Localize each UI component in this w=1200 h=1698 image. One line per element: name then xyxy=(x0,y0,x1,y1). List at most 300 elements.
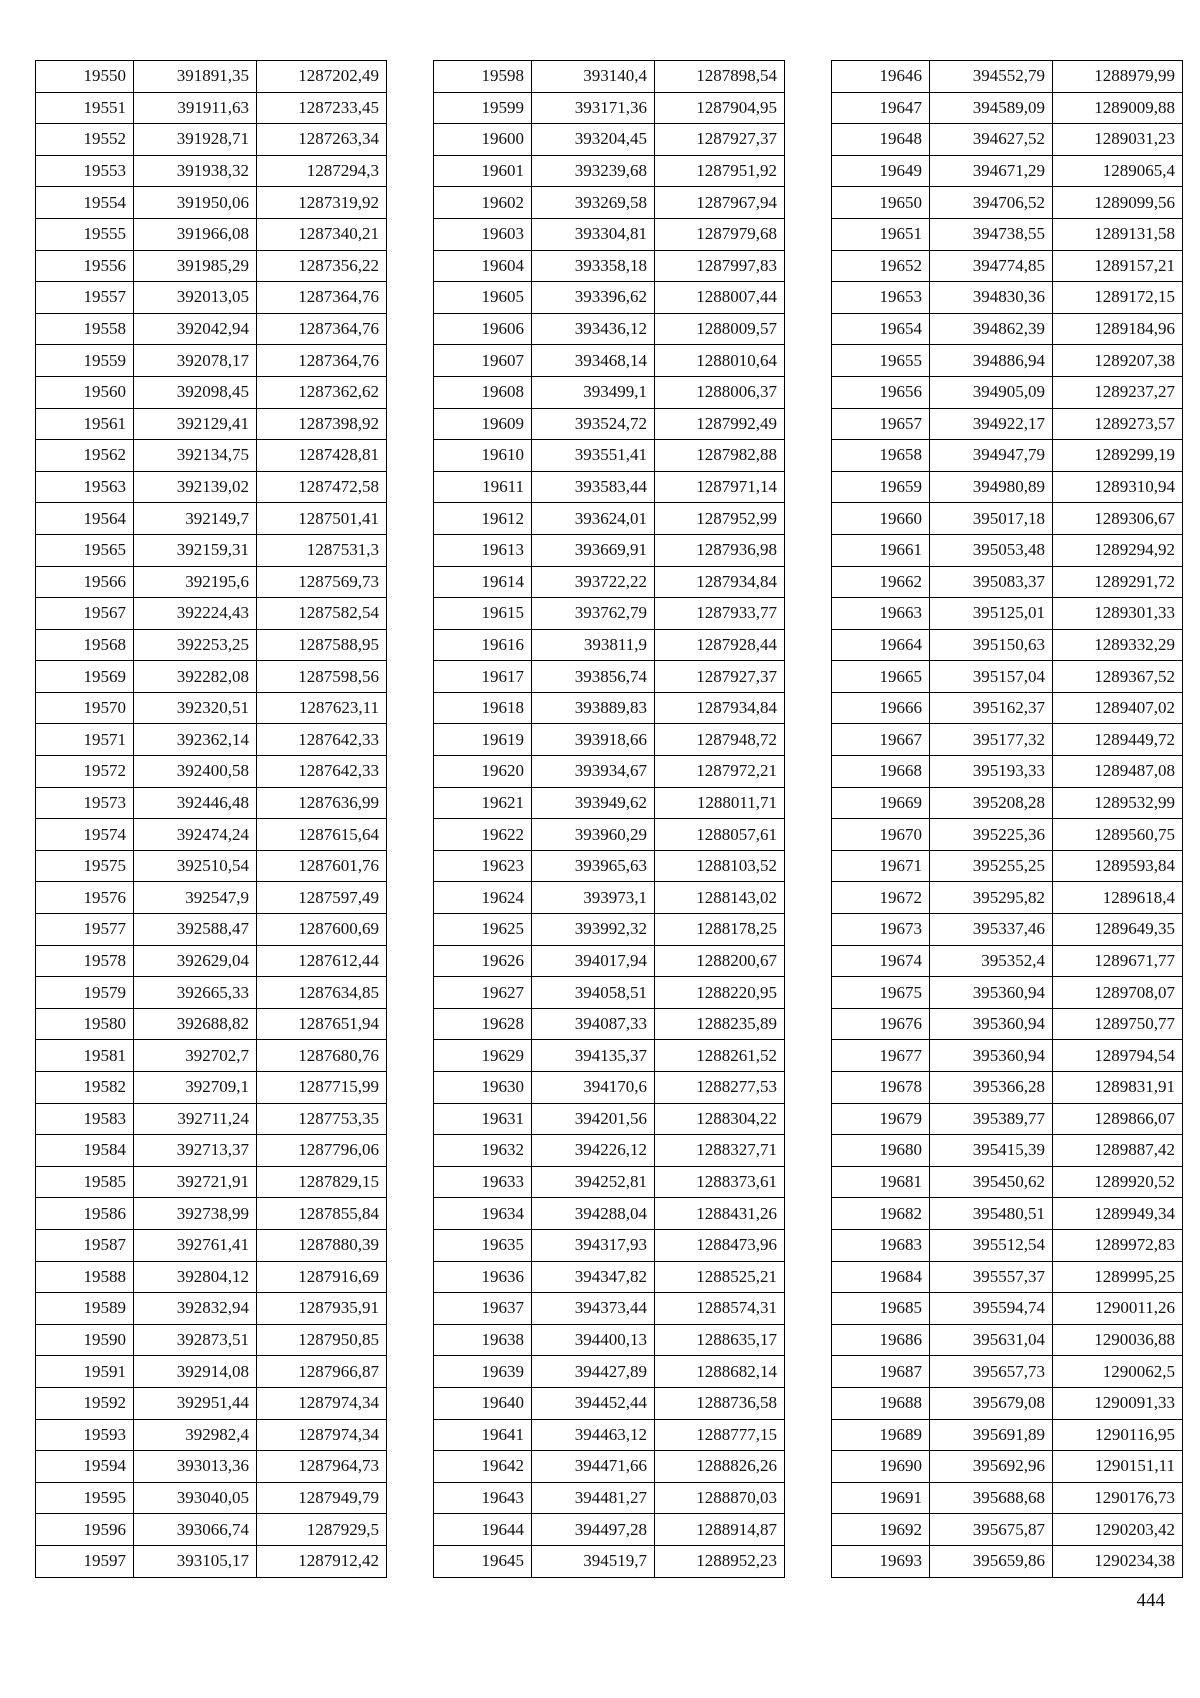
table-row xyxy=(832,850,1183,882)
table-row xyxy=(36,1451,387,1483)
y-coordinate-cell: 1289866,07 xyxy=(1053,1103,1183,1135)
x-coordinate-cell: 392665,33 xyxy=(134,977,257,1009)
point-number-cell: 19654 xyxy=(832,313,930,345)
table-row xyxy=(832,819,1183,851)
x-coordinate-cell: 393304,81 xyxy=(532,218,655,250)
point-number-cell: 19587 xyxy=(36,1229,134,1261)
y-coordinate-cell: 1288473,96 xyxy=(655,1229,785,1261)
x-coordinate-cell: 393973,1 xyxy=(532,882,655,914)
x-coordinate-cell: 395450,62 xyxy=(930,1166,1053,1198)
x-coordinate-cell: 393551,41 xyxy=(532,440,655,472)
y-coordinate-cell: 1287651,94 xyxy=(257,1008,387,1040)
point-number-cell: 19621 xyxy=(434,787,532,819)
table-row xyxy=(36,977,387,1009)
table-row xyxy=(36,914,387,946)
point-number-cell: 19674 xyxy=(832,945,930,977)
point-number-cell: 19556 xyxy=(36,250,134,282)
x-coordinate-cell: 395360,94 xyxy=(930,977,1053,1009)
table-row xyxy=(832,1261,1183,1293)
point-number-cell: 19688 xyxy=(832,1387,930,1419)
point-number-cell: 19640 xyxy=(434,1387,532,1419)
y-coordinate-cell: 1289649,35 xyxy=(1053,914,1183,946)
point-number-cell: 19573 xyxy=(36,787,134,819)
y-coordinate-cell: 1287950,85 xyxy=(257,1324,387,1356)
table-row xyxy=(832,155,1183,187)
y-coordinate-cell: 1288304,22 xyxy=(655,1103,785,1135)
y-coordinate-cell: 1288574,31 xyxy=(655,1293,785,1325)
y-coordinate-cell: 1288914,87 xyxy=(655,1514,785,1546)
x-coordinate-cell: 392474,24 xyxy=(134,819,257,851)
y-coordinate-cell: 1290011,26 xyxy=(1053,1293,1183,1325)
point-number-cell: 19550 xyxy=(36,61,134,93)
point-number-cell: 19594 xyxy=(36,1451,134,1483)
x-coordinate-cell: 392510,54 xyxy=(134,850,257,882)
y-coordinate-cell: 1288143,02 xyxy=(655,882,785,914)
x-coordinate-cell: 394347,82 xyxy=(532,1261,655,1293)
point-number-cell: 19672 xyxy=(832,882,930,914)
y-coordinate-cell: 1289306,67 xyxy=(1053,503,1183,535)
table-row xyxy=(36,819,387,851)
y-coordinate-cell: 1287294,3 xyxy=(257,155,387,187)
x-coordinate-cell: 395480,51 xyxy=(930,1198,1053,1230)
x-coordinate-cell: 392159,31 xyxy=(134,534,257,566)
y-coordinate-cell: 1287934,84 xyxy=(655,692,785,724)
page-number: 444 xyxy=(1136,1590,1165,1611)
y-coordinate-cell: 1287642,33 xyxy=(257,756,387,788)
point-number-cell: 19581 xyxy=(36,1040,134,1072)
x-coordinate-cell: 392588,47 xyxy=(134,914,257,946)
x-coordinate-cell: 395360,94 xyxy=(930,1008,1053,1040)
point-number-cell: 19558 xyxy=(36,313,134,345)
table-row xyxy=(832,187,1183,219)
table-row xyxy=(832,1229,1183,1261)
x-coordinate-cell: 393140,4 xyxy=(532,61,655,93)
point-number-cell: 19634 xyxy=(434,1198,532,1230)
table-row xyxy=(36,661,387,693)
point-number-cell: 19687 xyxy=(832,1356,930,1388)
point-number-cell: 19650 xyxy=(832,187,930,219)
table-row xyxy=(36,1545,387,1577)
point-number-cell: 19681 xyxy=(832,1166,930,1198)
table-row xyxy=(434,1324,785,1356)
point-number-cell: 19607 xyxy=(434,345,532,377)
table-row xyxy=(434,471,785,503)
table-row xyxy=(36,345,387,377)
point-number-cell: 19570 xyxy=(36,692,134,724)
y-coordinate-cell: 1287972,21 xyxy=(655,756,785,788)
x-coordinate-cell: 391911,63 xyxy=(134,92,257,124)
x-coordinate-cell: 392149,7 xyxy=(134,503,257,535)
point-number-cell: 19636 xyxy=(434,1261,532,1293)
y-coordinate-cell: 1287929,5 xyxy=(257,1514,387,1546)
x-coordinate-cell: 392721,91 xyxy=(134,1166,257,1198)
y-coordinate-cell: 1287952,99 xyxy=(655,503,785,535)
y-coordinate-cell: 1289172,15 xyxy=(1053,282,1183,314)
y-coordinate-cell: 1288011,71 xyxy=(655,787,785,819)
x-coordinate-cell: 393889,83 xyxy=(532,692,655,724)
point-number-cell: 19684 xyxy=(832,1261,930,1293)
point-number-cell: 19600 xyxy=(434,124,532,156)
y-coordinate-cell: 1287598,56 xyxy=(257,661,387,693)
y-coordinate-cell: 1290203,42 xyxy=(1053,1514,1183,1546)
x-coordinate-cell: 392688,82 xyxy=(134,1008,257,1040)
y-coordinate-cell: 1287319,92 xyxy=(257,187,387,219)
point-number-cell: 19670 xyxy=(832,819,930,851)
point-number-cell: 19635 xyxy=(434,1229,532,1261)
y-coordinate-cell: 1287992,49 xyxy=(655,408,785,440)
y-coordinate-cell: 1290036,88 xyxy=(1053,1324,1183,1356)
table-row xyxy=(36,1166,387,1198)
point-number-cell: 19683 xyxy=(832,1229,930,1261)
table-row xyxy=(832,1103,1183,1135)
x-coordinate-cell: 395193,33 xyxy=(930,756,1053,788)
y-coordinate-cell: 1289301,33 xyxy=(1053,598,1183,630)
y-coordinate-cell: 1289972,83 xyxy=(1053,1229,1183,1261)
y-coordinate-cell: 1287569,73 xyxy=(257,566,387,598)
table-row xyxy=(832,503,1183,535)
point-number-cell: 19645 xyxy=(434,1545,532,1577)
table-row xyxy=(36,408,387,440)
x-coordinate-cell: 394947,79 xyxy=(930,440,1053,472)
point-number-cell: 19644 xyxy=(434,1514,532,1546)
y-coordinate-cell: 1287982,88 xyxy=(655,440,785,472)
x-coordinate-cell: 391950,06 xyxy=(134,187,257,219)
table-row xyxy=(36,1514,387,1546)
x-coordinate-cell: 391928,71 xyxy=(134,124,257,156)
y-coordinate-cell: 1287588,95 xyxy=(257,629,387,661)
point-number-cell: 19618 xyxy=(434,692,532,724)
y-coordinate-cell: 1287634,85 xyxy=(257,977,387,1009)
y-coordinate-cell: 1287951,92 xyxy=(655,155,785,187)
table-row xyxy=(832,1293,1183,1325)
point-number-cell: 19675 xyxy=(832,977,930,1009)
table-row xyxy=(36,471,387,503)
y-coordinate-cell: 1287974,34 xyxy=(257,1419,387,1451)
y-coordinate-cell: 1287927,37 xyxy=(655,124,785,156)
x-coordinate-cell: 393171,36 xyxy=(532,92,655,124)
x-coordinate-cell: 391966,08 xyxy=(134,218,257,250)
y-coordinate-cell: 1287364,76 xyxy=(257,282,387,314)
x-coordinate-cell: 394862,39 xyxy=(930,313,1053,345)
table-row xyxy=(832,440,1183,472)
x-coordinate-cell: 395691,89 xyxy=(930,1419,1053,1451)
y-coordinate-cell: 1287615,64 xyxy=(257,819,387,851)
table-row xyxy=(832,218,1183,250)
x-coordinate-cell: 392804,12 xyxy=(134,1261,257,1293)
table-row xyxy=(434,1135,785,1167)
y-coordinate-cell: 1287796,06 xyxy=(257,1135,387,1167)
point-number-cell: 19569 xyxy=(36,661,134,693)
y-coordinate-cell: 1289310,94 xyxy=(1053,471,1183,503)
point-number-cell: 19554 xyxy=(36,187,134,219)
point-number-cell: 19690 xyxy=(832,1451,930,1483)
table-row xyxy=(832,282,1183,314)
point-number-cell: 19677 xyxy=(832,1040,930,1072)
y-coordinate-cell: 1289671,77 xyxy=(1053,945,1183,977)
x-coordinate-cell: 393934,67 xyxy=(532,756,655,788)
x-coordinate-cell: 394481,27 xyxy=(532,1482,655,1514)
table-row xyxy=(36,566,387,598)
point-number-cell: 19619 xyxy=(434,724,532,756)
y-coordinate-cell: 1289207,38 xyxy=(1053,345,1183,377)
table-row xyxy=(832,914,1183,946)
y-coordinate-cell: 1288826,26 xyxy=(655,1451,785,1483)
y-coordinate-cell: 1287880,39 xyxy=(257,1229,387,1261)
point-number-cell: 19572 xyxy=(36,756,134,788)
table-row xyxy=(832,756,1183,788)
x-coordinate-cell: 394373,44 xyxy=(532,1293,655,1325)
y-coordinate-cell: 1287971,14 xyxy=(655,471,785,503)
x-coordinate-cell: 395631,04 xyxy=(930,1324,1053,1356)
x-coordinate-cell: 395594,74 xyxy=(930,1293,1053,1325)
point-number-cell: 19552 xyxy=(36,124,134,156)
x-coordinate-cell: 394922,17 xyxy=(930,408,1053,440)
y-coordinate-cell: 1287600,69 xyxy=(257,914,387,946)
table-row xyxy=(832,1514,1183,1546)
table-row xyxy=(434,534,785,566)
point-number-cell: 19579 xyxy=(36,977,134,1009)
point-number-cell: 19617 xyxy=(434,661,532,693)
table-row xyxy=(36,1324,387,1356)
x-coordinate-cell: 392013,05 xyxy=(134,282,257,314)
x-coordinate-cell: 394427,89 xyxy=(532,1356,655,1388)
y-coordinate-cell: 1287829,15 xyxy=(257,1166,387,1198)
point-number-cell: 19669 xyxy=(832,787,930,819)
table-row xyxy=(832,598,1183,630)
y-coordinate-cell: 1287916,69 xyxy=(257,1261,387,1293)
x-coordinate-cell: 393624,01 xyxy=(532,503,655,535)
point-number-cell: 19658 xyxy=(832,440,930,472)
table-row xyxy=(36,787,387,819)
y-coordinate-cell: 1287967,94 xyxy=(655,187,785,219)
table-row xyxy=(832,629,1183,661)
point-number-cell: 19566 xyxy=(36,566,134,598)
y-coordinate-cell: 1287597,49 xyxy=(257,882,387,914)
y-coordinate-cell: 1289294,92 xyxy=(1053,534,1183,566)
point-number-cell: 19673 xyxy=(832,914,930,946)
y-coordinate-cell: 1289750,77 xyxy=(1053,1008,1183,1040)
table-row xyxy=(434,1293,785,1325)
table-row xyxy=(36,155,387,187)
table-row xyxy=(36,218,387,250)
table-row xyxy=(36,945,387,977)
point-number-cell: 19596 xyxy=(36,1514,134,1546)
table-row xyxy=(434,345,785,377)
x-coordinate-cell: 392873,51 xyxy=(134,1324,257,1356)
y-coordinate-cell: 1289708,07 xyxy=(1053,977,1183,1009)
point-number-cell: 19659 xyxy=(832,471,930,503)
point-number-cell: 19590 xyxy=(36,1324,134,1356)
table-row xyxy=(36,1040,387,1072)
y-coordinate-cell: 1287912,42 xyxy=(257,1545,387,1577)
x-coordinate-cell: 395366,28 xyxy=(930,1072,1053,1104)
x-coordinate-cell: 395675,87 xyxy=(930,1514,1053,1546)
point-number-cell: 19609 xyxy=(434,408,532,440)
y-coordinate-cell: 1289560,75 xyxy=(1053,819,1183,851)
table-row xyxy=(832,1324,1183,1356)
x-coordinate-cell: 392195,6 xyxy=(134,566,257,598)
table-row xyxy=(832,724,1183,756)
x-coordinate-cell: 394519,7 xyxy=(532,1545,655,1577)
x-coordinate-cell: 391985,29 xyxy=(134,250,257,282)
x-coordinate-cell: 392709,1 xyxy=(134,1072,257,1104)
table-row xyxy=(434,724,785,756)
table-row xyxy=(434,756,785,788)
y-coordinate-cell: 1290234,38 xyxy=(1053,1545,1183,1577)
table-row xyxy=(36,1261,387,1293)
point-number-cell: 19557 xyxy=(36,282,134,314)
table-row xyxy=(36,313,387,345)
point-number-cell: 19611 xyxy=(434,471,532,503)
point-number-cell: 19652 xyxy=(832,250,930,282)
x-coordinate-cell: 395512,54 xyxy=(930,1229,1053,1261)
point-number-cell: 19668 xyxy=(832,756,930,788)
y-coordinate-cell: 1287927,37 xyxy=(655,661,785,693)
point-number-cell: 19571 xyxy=(36,724,134,756)
x-coordinate-cell: 393918,66 xyxy=(532,724,655,756)
point-number-cell: 19676 xyxy=(832,1008,930,1040)
table-row xyxy=(36,250,387,282)
x-coordinate-cell: 393436,12 xyxy=(532,313,655,345)
point-number-cell: 19591 xyxy=(36,1356,134,1388)
y-coordinate-cell: 1289593,84 xyxy=(1053,850,1183,882)
table-row xyxy=(434,1356,785,1388)
y-coordinate-cell: 1289131,58 xyxy=(1053,218,1183,250)
x-coordinate-cell: 393239,68 xyxy=(532,155,655,187)
x-coordinate-cell: 392362,14 xyxy=(134,724,257,756)
point-number-cell: 19603 xyxy=(434,218,532,250)
y-coordinate-cell: 1287362,62 xyxy=(257,376,387,408)
x-coordinate-cell: 392078,17 xyxy=(134,345,257,377)
table-row xyxy=(434,1040,785,1072)
y-coordinate-cell: 1288057,61 xyxy=(655,819,785,851)
point-number-cell: 19615 xyxy=(434,598,532,630)
point-number-cell: 19583 xyxy=(36,1103,134,1135)
point-number-cell: 19625 xyxy=(434,914,532,946)
y-coordinate-cell: 1288870,03 xyxy=(655,1482,785,1514)
x-coordinate-cell: 392320,51 xyxy=(134,692,257,724)
table-row xyxy=(832,1545,1183,1577)
y-coordinate-cell: 1287753,35 xyxy=(257,1103,387,1135)
table-row xyxy=(832,882,1183,914)
y-coordinate-cell: 1287501,41 xyxy=(257,503,387,535)
point-number-cell: 19680 xyxy=(832,1135,930,1167)
x-coordinate-cell: 394471,66 xyxy=(532,1451,655,1483)
table-row xyxy=(36,598,387,630)
y-coordinate-cell: 1288235,89 xyxy=(655,1008,785,1040)
x-coordinate-cell: 393960,29 xyxy=(532,819,655,851)
point-number-cell: 19655 xyxy=(832,345,930,377)
x-coordinate-cell: 393965,63 xyxy=(532,850,655,882)
y-coordinate-cell: 1287612,44 xyxy=(257,945,387,977)
y-coordinate-cell: 1287680,76 xyxy=(257,1040,387,1072)
point-number-cell: 19630 xyxy=(434,1072,532,1104)
y-coordinate-cell: 1287398,92 xyxy=(257,408,387,440)
table-row xyxy=(434,977,785,1009)
table-row xyxy=(36,1135,387,1167)
table-row xyxy=(36,692,387,724)
point-number-cell: 19555 xyxy=(36,218,134,250)
point-number-cell: 19663 xyxy=(832,598,930,630)
y-coordinate-cell: 1287933,77 xyxy=(655,598,785,630)
x-coordinate-cell: 393524,72 xyxy=(532,408,655,440)
x-coordinate-cell: 392139,02 xyxy=(134,471,257,503)
x-coordinate-cell: 395337,46 xyxy=(930,914,1053,946)
y-coordinate-cell: 1289009,88 xyxy=(1053,92,1183,124)
y-coordinate-cell: 1288200,67 xyxy=(655,945,785,977)
point-number-cell: 19647 xyxy=(832,92,930,124)
point-number-cell: 19616 xyxy=(434,629,532,661)
table-row xyxy=(832,534,1183,566)
table-row xyxy=(434,1229,785,1261)
point-number-cell: 19563 xyxy=(36,471,134,503)
table-row xyxy=(434,440,785,472)
y-coordinate-cell: 1287472,58 xyxy=(257,471,387,503)
point-number-cell: 19568 xyxy=(36,629,134,661)
point-number-cell: 19560 xyxy=(36,376,134,408)
x-coordinate-cell: 393105,17 xyxy=(134,1545,257,1577)
point-number-cell: 19580 xyxy=(36,1008,134,1040)
point-number-cell: 19649 xyxy=(832,155,930,187)
table-row xyxy=(434,250,785,282)
y-coordinate-cell: 1287642,33 xyxy=(257,724,387,756)
x-coordinate-cell: 392982,4 xyxy=(134,1419,257,1451)
y-coordinate-cell: 1289920,52 xyxy=(1053,1166,1183,1198)
x-coordinate-cell: 394017,94 xyxy=(532,945,655,977)
point-number-cell: 19608 xyxy=(434,376,532,408)
point-number-cell: 19624 xyxy=(434,882,532,914)
x-coordinate-cell: 395389,77 xyxy=(930,1103,1053,1135)
point-number-cell: 19595 xyxy=(36,1482,134,1514)
x-coordinate-cell: 394589,09 xyxy=(930,92,1053,124)
point-number-cell: 19662 xyxy=(832,566,930,598)
x-coordinate-cell: 395177,32 xyxy=(930,724,1053,756)
x-coordinate-cell: 394452,44 xyxy=(532,1387,655,1419)
table-row xyxy=(36,1198,387,1230)
table-row xyxy=(832,1072,1183,1104)
x-coordinate-cell: 394317,93 xyxy=(532,1229,655,1261)
point-number-cell: 19671 xyxy=(832,850,930,882)
y-coordinate-cell: 1288261,52 xyxy=(655,1040,785,1072)
y-coordinate-cell: 1289367,52 xyxy=(1053,661,1183,693)
x-coordinate-cell: 393468,14 xyxy=(532,345,655,377)
point-number-cell: 19643 xyxy=(434,1482,532,1514)
point-number-cell: 19612 xyxy=(434,503,532,535)
x-coordinate-cell: 392282,08 xyxy=(134,661,257,693)
point-number-cell: 19592 xyxy=(36,1387,134,1419)
x-coordinate-cell: 394463,12 xyxy=(532,1419,655,1451)
table-row xyxy=(434,882,785,914)
x-coordinate-cell: 394226,12 xyxy=(532,1135,655,1167)
point-number-cell: 19642 xyxy=(434,1451,532,1483)
table-row xyxy=(36,282,387,314)
x-coordinate-cell: 393396,62 xyxy=(532,282,655,314)
x-coordinate-cell: 392951,44 xyxy=(134,1387,257,1419)
x-coordinate-cell: 394288,04 xyxy=(532,1198,655,1230)
x-coordinate-cell: 393949,62 xyxy=(532,787,655,819)
x-coordinate-cell: 394980,89 xyxy=(930,471,1053,503)
y-coordinate-cell: 1289099,56 xyxy=(1053,187,1183,219)
table-row xyxy=(36,1387,387,1419)
table-row xyxy=(434,566,785,598)
table-row xyxy=(832,977,1183,1009)
y-coordinate-cell: 1289618,4 xyxy=(1053,882,1183,914)
x-coordinate-cell: 393583,44 xyxy=(532,471,655,503)
y-coordinate-cell: 1289407,02 xyxy=(1053,692,1183,724)
point-number-cell: 19651 xyxy=(832,218,930,250)
table-row xyxy=(832,1451,1183,1483)
y-coordinate-cell: 1287340,21 xyxy=(257,218,387,250)
